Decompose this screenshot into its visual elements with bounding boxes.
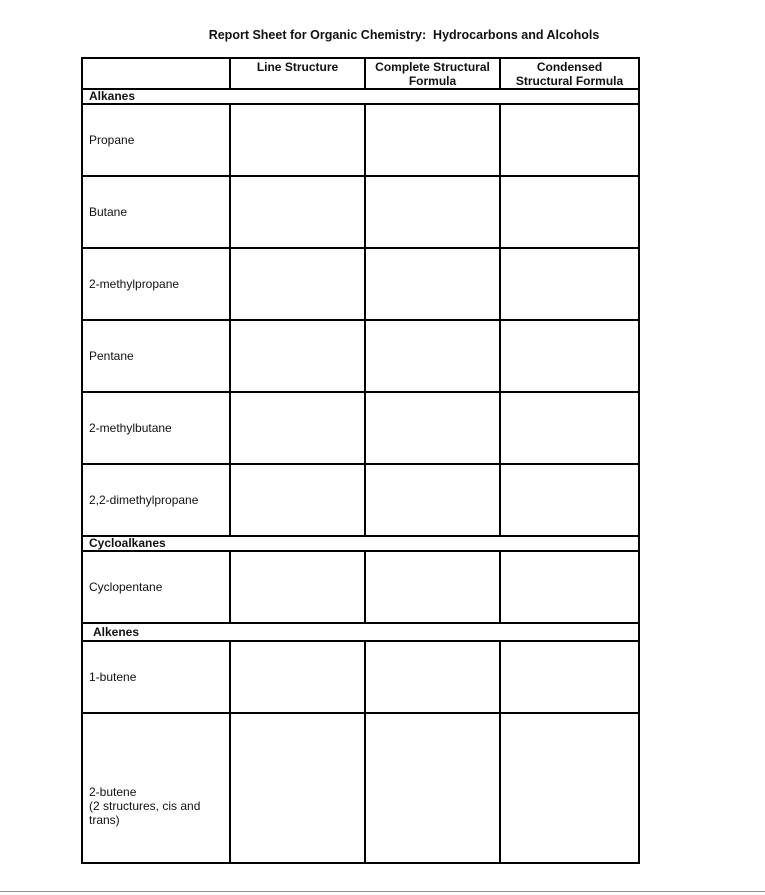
report-table — [81, 57, 640, 864]
compound-name: 2-methylpropane — [82, 248, 230, 320]
complete-formula-cell[interactable] — [365, 320, 500, 392]
line-structure-cell[interactable] — [230, 713, 365, 863]
section-label-alkanes: Alkanes — [82, 89, 639, 104]
table-header-row — [82, 58, 639, 89]
complete-formula-cell[interactable] — [365, 464, 500, 536]
condensed-formula-cell[interactable] — [500, 320, 639, 392]
table-row — [82, 248, 639, 320]
condensed-formula-cell[interactable] — [500, 713, 639, 863]
complete-formula-cell[interactable] — [365, 392, 500, 464]
table-row — [82, 641, 639, 713]
complete-formula-cell[interactable] — [365, 551, 500, 623]
section-row-alkanes — [82, 89, 639, 104]
section-row-alkenes — [82, 623, 639, 641]
complete-formula-cell[interactable] — [365, 641, 500, 713]
section-row-cycloalkanes — [82, 536, 639, 551]
condensed-formula-cell[interactable] — [500, 248, 639, 320]
header-condensed-structural-formula — [500, 58, 639, 89]
compound-name: 1-butene — [82, 641, 230, 713]
compound-name-line-3: trans) — [89, 813, 120, 827]
line-structure-cell[interactable] — [230, 464, 365, 536]
section-label-alkenes: Alkenes — [82, 623, 639, 641]
complete-formula-cell[interactable] — [365, 104, 500, 176]
complete-formula-cell[interactable] — [365, 248, 500, 320]
compound-name-line-2: (2 structures, cis and — [89, 799, 201, 813]
condensed-formula-cell[interactable] — [500, 464, 639, 536]
condensed-formula-cell[interactable] — [500, 641, 639, 713]
table-row — [82, 392, 639, 464]
line-structure-cell[interactable] — [230, 641, 365, 713]
page-bottom-divider — [0, 891, 765, 892]
complete-formula-cell[interactable] — [365, 713, 500, 863]
header-blank-cell — [82, 58, 230, 89]
header-condensed-label-1: Condensed — [536, 60, 603, 74]
line-structure-cell[interactable] — [230, 392, 365, 464]
line-structure-cell[interactable] — [230, 551, 365, 623]
table-row — [82, 176, 639, 248]
header-complete-structural-formula — [365, 58, 500, 89]
compound-name: 2-methylbutane — [82, 392, 230, 464]
table-row — [82, 713, 639, 863]
condensed-formula-cell[interactable] — [500, 551, 639, 623]
header-condensed-label-2: Structural Formula — [515, 74, 624, 88]
section-label-cycloalkanes: Cycloalkanes — [82, 536, 639, 551]
compound-name: Butane — [82, 176, 230, 248]
line-structure-cell[interactable] — [230, 104, 365, 176]
table-row — [82, 104, 639, 176]
condensed-formula-cell[interactable] — [500, 392, 639, 464]
line-structure-cell[interactable] — [230, 248, 365, 320]
table-row — [82, 464, 639, 536]
compound-name: Cyclopentane — [82, 551, 230, 623]
condensed-formula-cell[interactable] — [500, 176, 639, 248]
compound-name: Pentane — [82, 320, 230, 392]
complete-formula-cell[interactable] — [365, 176, 500, 248]
line-structure-cell[interactable] — [230, 320, 365, 392]
header-complete-label-1: Complete Structural — [375, 60, 490, 74]
compound-name — [82, 713, 230, 863]
table-row — [82, 320, 639, 392]
header-line-structure-label: Line Structure — [256, 60, 339, 74]
line-structure-cell[interactable] — [230, 176, 365, 248]
header-complete-label-2: Formula — [408, 74, 457, 88]
compound-name: Propane — [82, 104, 230, 176]
compound-name: 2,2-dimethylpropane — [82, 464, 230, 536]
header-line-structure — [230, 58, 365, 89]
compound-name-line-1: 2-butene — [89, 785, 137, 799]
page-title: Report Sheet for Organic Chemistry: Hydrocarbons and Alcohols — [208, 28, 600, 42]
table-row — [82, 551, 639, 623]
condensed-formula-cell[interactable] — [500, 104, 639, 176]
